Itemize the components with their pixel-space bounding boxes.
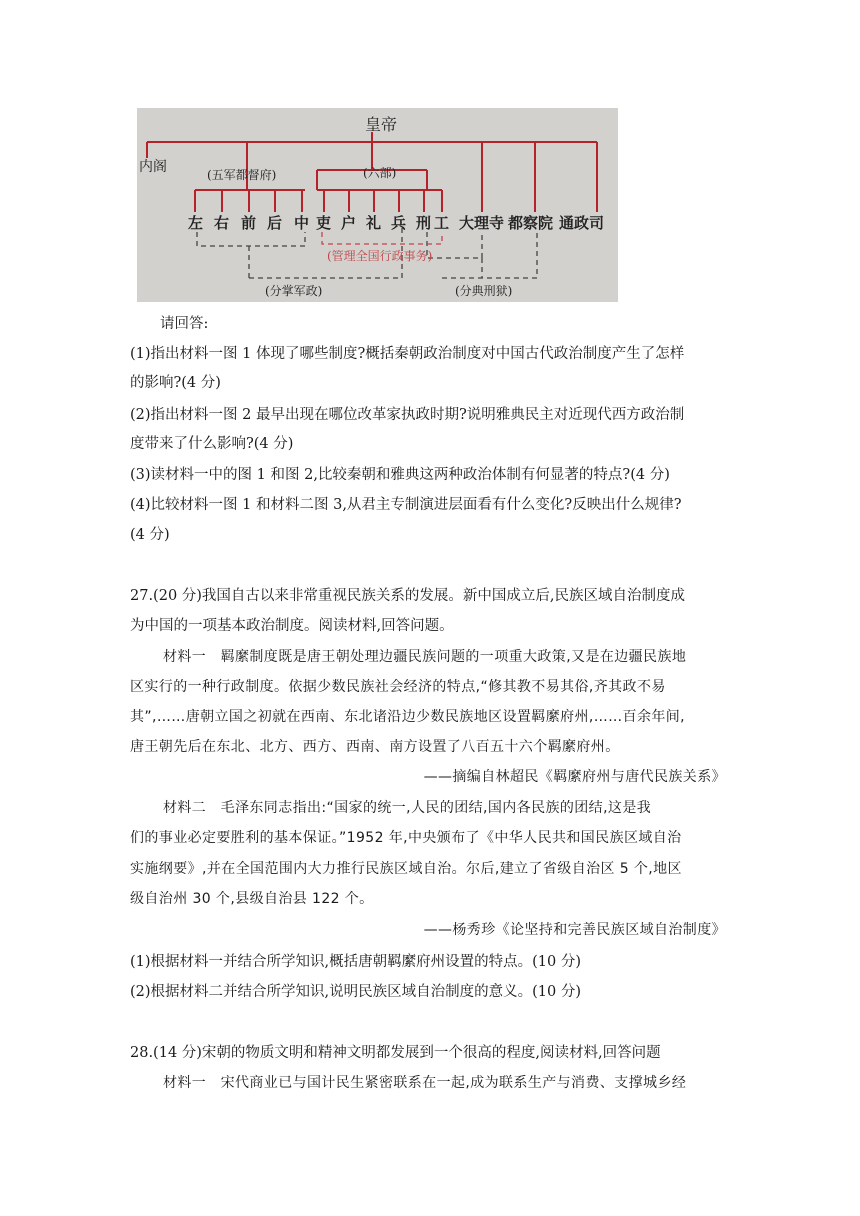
q26-q1-line1: (1)指出材料一图 1 体现了哪些制度?概括秦朝政治制度对中国古代政治制度产生了怎样 xyxy=(130,346,685,362)
court-duchayuan: 都察院 xyxy=(508,214,554,232)
q26-prompt: 请回答: xyxy=(160,316,209,332)
q27-question1: (1)根据材料一并结合所学知识,概括唐朝羁縻府州设置的特点。(10 分) xyxy=(130,954,582,970)
q26-q2-line2: 度带来了什么影响?(4 分) xyxy=(130,436,294,452)
q28-material1-line1: 材料一 宋代商业已与国计民生紧密联系在一起,成为联系生产与消费、支撑城乡经 xyxy=(163,1075,687,1091)
ministry-works: 工 xyxy=(434,214,450,232)
national-affairs-note: (管理全国行政事务) xyxy=(327,249,433,263)
q26-q4-line1: (4)比较材料一图 1 和材料二图 3,从君主专制演进层面看有什么变化?反映出什么规律? xyxy=(130,497,682,513)
court-dalisi: 大理寺 xyxy=(459,214,505,232)
army-left: 左 xyxy=(188,214,204,232)
five-armies-label: (五军都督府) xyxy=(207,168,277,182)
q28-intro: 28.(14 分)宋朝的物质文明和精神文明都发展到一个很高的程度,阅读材料,回答问题 xyxy=(130,1045,661,1061)
q27-material2-line4: 级自治州 30 个,县级自治县 122 个。 xyxy=(130,891,374,907)
court-tongzhengsi: 通政司 xyxy=(559,214,605,232)
diagram-lines xyxy=(137,108,618,302)
army-right: 右 xyxy=(214,214,230,232)
q27-material2-line3: 实施纲要》,并在全国范围内大力推行民族区域自治。尔后,建立了省级自治区 5 个,地区 xyxy=(130,861,682,877)
ministry-war: 兵 xyxy=(391,214,407,232)
army-front: 前 xyxy=(241,214,257,232)
ministry-rites: 礼 xyxy=(366,214,382,232)
judicial-note: (分典刑狱) xyxy=(455,284,513,298)
q26-q3: (3)读材料一中的图 1 和图 2,比较秦朝和雅典这两种政治体制有何显著的特点?(4 分) xyxy=(130,467,670,483)
q27-material1-source: ——摘编自林超民《羁縻府州与唐代民族关系》 xyxy=(423,769,726,785)
army-rear: 后 xyxy=(267,214,283,232)
army-center: 中 xyxy=(294,214,310,232)
ministry-justice: 刑 xyxy=(416,214,432,232)
ming-government-diagram xyxy=(137,108,618,302)
q27-material2-source: ——杨秀珍《论坚持和完善民族区域自治制度》 xyxy=(423,922,726,938)
q27-material2-line1: 材料二 毛泽东同志指出:“国家的统一,人民的团结,国内各民族的团结,这是我 xyxy=(163,800,652,816)
ministry-personnel: 吏 xyxy=(316,214,332,232)
neige-label: 内阁 xyxy=(139,159,167,175)
military-note: (分掌军政) xyxy=(265,284,323,298)
q27-material1-line4: 唐王朝先后在东北、北方、西方、西南、南方设置了八百五十六个羁縻府州。 xyxy=(130,739,620,755)
q27-material1-line1: 材料一 羁縻制度既是唐王朝处理边疆民族问题的一项重大政策,又是在边疆民族地 xyxy=(163,649,687,665)
q27-question2: (2)根据材料二并结合所学知识,说明民族区域自治制度的意义。(10 分) xyxy=(130,984,582,1000)
q26-q4-line2: (4 分) xyxy=(130,527,170,543)
q26-q2-line1: (2)指出材料一图 2 最早出现在哪位改革家执政时期?说明雅典民主对近现代西方政治制 xyxy=(130,407,685,423)
emperor-label: 皇帝 xyxy=(365,115,398,134)
q27-material2-line2: 们的事业必定要胜利的基本保证。”1952 年,中央颁布了《中华人民共和国民族区域自治 xyxy=(130,830,682,846)
q26-q1-line2: 的影响?(4 分) xyxy=(130,375,221,391)
six-ministries-label: (六部) xyxy=(363,166,397,180)
q27-intro-line2: 为中国的一项基本政治制度。阅读材料,回答问题。 xyxy=(130,618,454,634)
ministry-revenue: 户 xyxy=(341,214,357,232)
q27-material1-line2: 区实行的一种行政制度。依据少数民族社会经济的特点,“修其教不易其俗,齐其政不易 xyxy=(130,679,666,695)
q27-material1-line3: 其”,……唐朝立国之初就在西南、东北诸沿边少数民族地区设置羁縻府州,……百余年间, xyxy=(130,709,686,725)
q27-intro-line1: 27.(20 分)我国自古以来非常重视民族关系的发展。新中国成立后,民族区域自治制度成 xyxy=(130,588,686,604)
